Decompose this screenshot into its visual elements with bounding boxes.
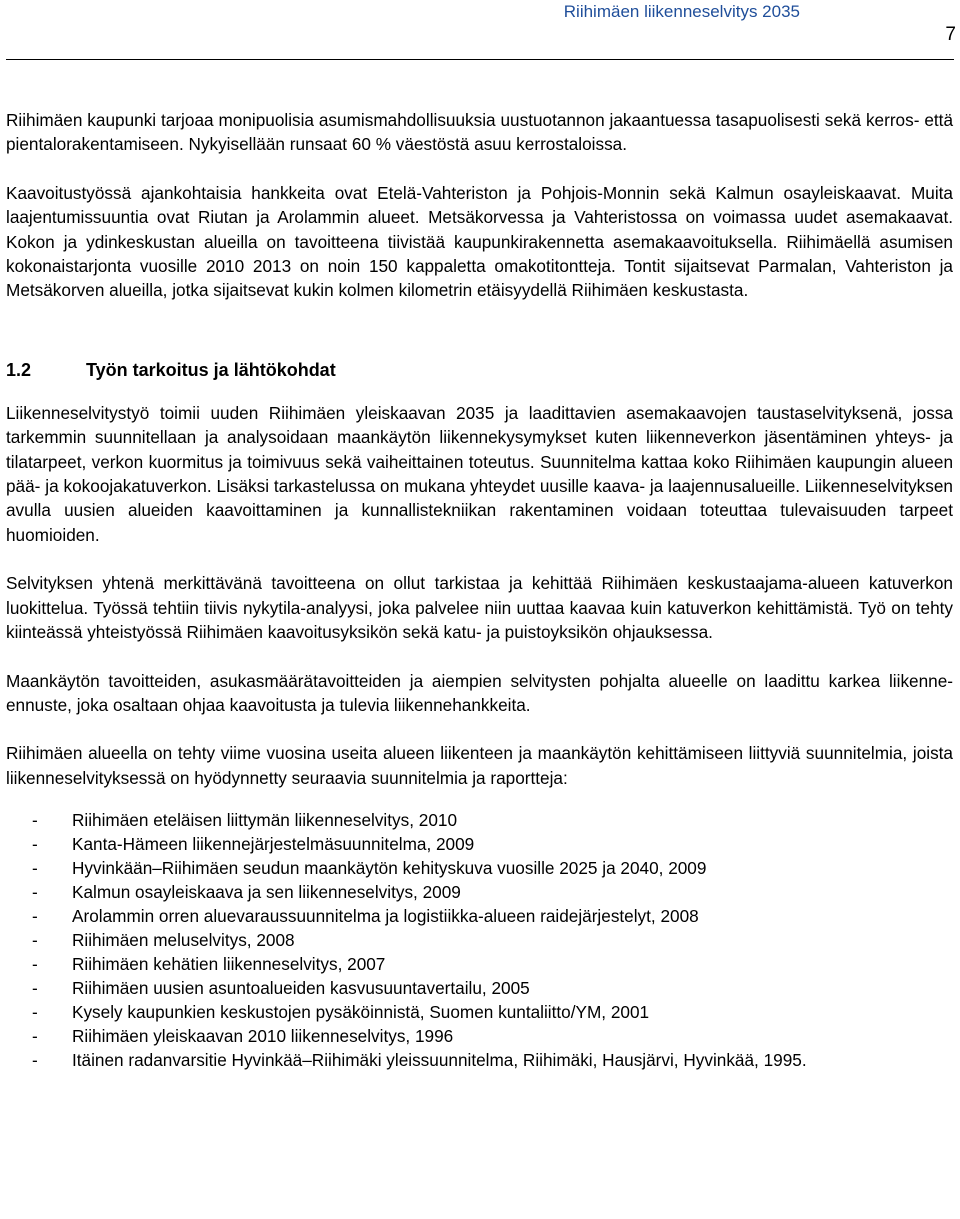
list-item-text: Riihimäen yleiskaavan 2010 liikenneselvitys, 1996 (72, 1026, 454, 1047)
intro-paragraph-1: Riihimäen kaupunki tarjoaa monipuolisia asumismahdollisuuksia uustuotannon jakaantuessa tasapuolisesti sekä kerros- että pientalorakentamiseen. Nykyisellään runsaat 60 % väestöstä asuu kerrostaloissa. (6, 110, 953, 155)
section-number: 1.2 (6, 359, 32, 380)
section-heading (6, 358, 953, 382)
list-item-text: Itäinen radanvarsitie Hyvinkää–Riihimäki yleissuunnitelma, Riihimäki, Hausjärvi, Hyvinkää, 1995. (72, 1050, 807, 1071)
list-item-text: Kanta-Hämeen liikennejärjestelmäsuunnitelma, 2009 (72, 834, 475, 855)
reference-list (6, 808, 953, 1072)
list-bullet: - (32, 858, 38, 879)
list-bullet: - (32, 810, 38, 831)
section-paragraph-4: Riihimäen alueella on tehty viime vuosina useita alueen liikenteen ja maankäytön kehittämiseen liittyviä suunnitelmia, joista liikenneselvityksessä on hyödynnetty seuraavia suunnitelmia ja raportteja: (6, 743, 953, 788)
list-bullet: - (32, 834, 38, 855)
list-item-text: Riihimäen uusien asuntoalueiden kasvusuuntavertailu, 2005 (72, 978, 530, 999)
list-item-text: Kalmun osayleiskaava ja sen liikenneselvitys, 2009 (72, 882, 461, 903)
list-item-text: Arolammin orren aluevaraussuunnitelma ja logistiikka-alueen raidejärjestelyt, 2008 (72, 906, 699, 927)
body-content (6, 108, 953, 1072)
list-item-text: Riihimäen eteläisen liittymän liikenneselvitys, 2010 (72, 810, 457, 831)
section-paragraph-3: Maankäytön tavoitteiden, asukasmäärätavoitteiden ja aiempien selvitysten pohjalta alueelle on laadittu karkea liikenne-ennuste, joka osaltaan ohjaa kaavoitusta ja tulevia liikennehankkeita. (6, 670, 953, 715)
intro-paragraph-2: Kaavoitustyössä ajankohtaisia hankkeita ovat Etelä-Vahteriston ja Pohjois-Monnin sekä Kalmun osayleiskaavat. Muita laajentumissuuntia ovat Riutan ja Arolammin alueet. Metsäkorvessa ja Vahteristossa on voimassa uudet asemakaavat. Kokon ja ydinkeskustan alueilla on tavoitteena tiivistää kaupunkirakennetta asemakaavoituksella. Riihimäellä asumisen kokonaistarjonta vuosille 2010 2013 on noin 150 kappaletta omakotitontteja. Tontit sijaitsevat Parmalan, Vahteriston ja Metsäkorven alueilla, jotka sijaitsevat kukin kolmen kilometrin etäisyydellä Riihimäen keskustasta. (6, 182, 953, 301)
section-title: Työn tarkoitus ja lähtökohdat (86, 359, 336, 380)
list-item (6, 1048, 953, 1072)
list-item (6, 952, 953, 976)
list-item-text: Hyvinkään–Riihimäen seudun maankäytön kehityskuva vuosille 2025 ja 2040, 2009 (72, 858, 707, 879)
list-item (6, 976, 953, 1000)
running-header: Riihimäen liikenneselvitys 2035 (563, 2, 800, 21)
section-paragraph-2: Selvityksen yhtenä merkittävänä tavoitteena on ollut tarkistaa ja kehittää Riihimäen keskustaajama-alueen katuverkon luokittelua. Työssä tehtiin tiivis nykytila-analyysi, joka palvelee niin uuttaa kaavaa kuin katuverkon kehittämistä. Työ on tehty kiinteässä yhteistyössä Riihimäen kaavoitusyksikön sekä katu- ja puistoyksikön ohjauksessa. (6, 573, 953, 643)
list-item-text: Riihimäen kehätien liikenneselvitys, 2007 (72, 954, 386, 975)
list-item (6, 928, 953, 952)
list-bullet: - (32, 954, 38, 975)
list-bullet: - (32, 978, 38, 999)
list-item (6, 904, 953, 928)
list-item-text: Kysely kaupunkien keskustojen pysäköinnistä, Suomen kuntaliitto/YM, 2001 (72, 1002, 650, 1023)
list-bullet: - (32, 882, 38, 903)
list-item-text: Riihimäen meluselvitys, 2008 (72, 930, 295, 951)
list-item (6, 880, 953, 904)
header-divider (6, 59, 954, 60)
page-number: 7 (945, 24, 956, 45)
list-bullet: - (32, 1002, 38, 1023)
list-bullet: - (32, 930, 38, 951)
list-item (6, 1000, 953, 1024)
section-paragraph-1: Liikenneselvitystyö toimii uuden Riihimäen yleiskaavan 2035 ja laadittavien asemakaavojen taustaselvityksenä, jossa tarkemmin suunnitellaan ja analysoidaan maankäytön liikennekysymykset kuten liikenneverkon jäsentäminen yhteys- ja tilatarpeet, verkon kuormitus ja toimivuus sekä vaiheittainen toteutus. Suunnitelma kattaa koko Riihimäen kaupungin alueen pää- ja kokoojakatuverkon. Lisäksi tarkastelussa on mukana yhteydet uusille kaava- ja laajennusalueille. Liikenneselvityksen avulla uusien alueiden kaavoittaminen ja kunnallistekniikan rakentaminen voidaan toteuttaa tulevaisuuden tarpeet huomioiden. (6, 402, 953, 545)
list-item (6, 856, 953, 880)
list-item (6, 832, 953, 856)
list-item (6, 1024, 953, 1048)
list-bullet: - (32, 1026, 38, 1047)
list-item (6, 808, 953, 832)
list-bullet: - (32, 1050, 38, 1071)
list-bullet: - (32, 906, 38, 927)
